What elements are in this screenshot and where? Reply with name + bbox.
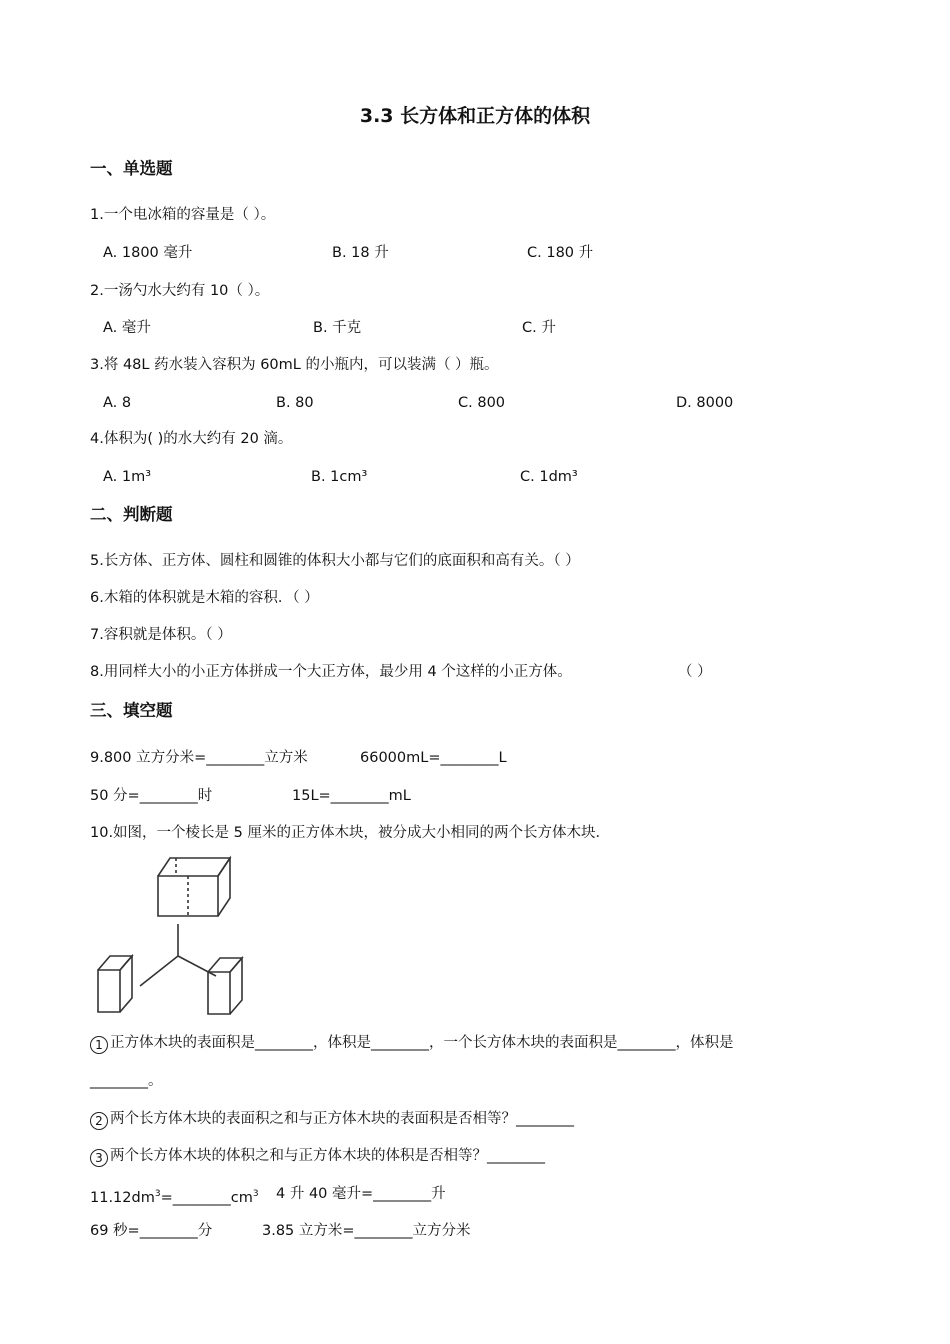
question-9-part-d: 15L=________mL — [292, 788, 411, 804]
question-3-option-a[interactable]: A. 8 — [103, 395, 132, 411]
question-10-sub-1-text: 正方体木块的表面积是________，体积是________，一个长方体木块的表面积是________，体积是 — [110, 1035, 734, 1051]
question-1-option-b[interactable]: B. 18 升 — [332, 245, 389, 261]
question-6: 6.木箱的体积就是木箱的容积．（ ） — [90, 590, 319, 606]
question-11-part-b: 4 升 40 毫升=________升 — [276, 1186, 446, 1202]
question-10-sub-2-text: 两个长方体木块的表面积之和与正方体木块的表面积是否相等？________ — [110, 1111, 574, 1127]
section-fill-blank: 三、填空题 — [90, 701, 173, 720]
circled-number-2: 2 — [90, 1112, 108, 1130]
section-true-false: 二、判断题 — [90, 505, 173, 524]
cube-split-figure — [90, 852, 260, 1022]
right-cuboid-front — [208, 972, 230, 1014]
question-11-part-a-prefix: 11.12dm — [90, 1189, 155, 1206]
question-3-option-b[interactable]: B. 80 — [276, 395, 314, 411]
right-cuboid-side — [230, 958, 242, 1014]
question-10-sub-1 — [90, 1033, 734, 1054]
superscript-3: 3 — [154, 1189, 161, 1199]
question-4-option-a[interactable]: A. 1m³ — [103, 469, 152, 485]
question-3-option-d[interactable]: D. 8000 — [676, 395, 734, 411]
question-4-option-c[interactable]: C. 1dm³ — [520, 469, 578, 485]
question-4-option-b[interactable]: B. 1cm³ — [311, 469, 368, 485]
question-1-stem: 1.一个电冰箱的容量是（ ）。 — [90, 207, 276, 223]
question-11-part-d: 3.85 立方米=________立方分米 — [262, 1223, 471, 1239]
question-3-stem: 3.将 48L 药水装入容积为 60mL 的小瓶内，可以装满（ ）瓶。 — [90, 357, 499, 373]
left-cuboid-front — [98, 970, 120, 1012]
question-5: 5.长方体、正方体、圆柱和圆锥的体积大小都与它们的底面积和高有关。（ ） — [90, 553, 580, 569]
question-1-option-a[interactable]: A. 1800 毫升 — [103, 245, 193, 261]
question-9-part-a: 9.800 立方分米=________立方米 — [90, 750, 308, 766]
split-lines — [140, 924, 216, 986]
question-11-part-c: 69 秒=________分 — [90, 1223, 213, 1239]
question-11-part-a-blank: =________cm — [160, 1189, 253, 1206]
question-10-sub-2 — [90, 1109, 574, 1130]
circled-number-1: 1 — [90, 1036, 108, 1054]
page-title: 3.3 长方体和正方体的体积 — [359, 105, 591, 127]
question-10-sub-3-text: 两个长方体木块的体积之和与正方体木块的体积是否相等？________ — [110, 1148, 545, 1164]
question-8-answer-paren: （ ） — [678, 664, 712, 680]
question-10-sub-1-continued: ________。 — [90, 1073, 163, 1089]
cube-side-face — [218, 858, 230, 916]
left-cuboid-side — [120, 956, 132, 1012]
question-2-stem: 2.一汤勺水大约有 10（ ）。 — [90, 283, 270, 299]
superscript-3-second: 3 — [252, 1189, 259, 1199]
question-2-option-a[interactable]: A. 毫升 — [103, 320, 151, 336]
question-9-part-b: 66000mL=________L — [360, 750, 507, 766]
question-8-text: 8.用同样大小的小正方体拼成一个大正方体，最少用 4 个这样的小正方体。 — [90, 664, 572, 680]
circled-number-3: 3 — [90, 1149, 108, 1167]
question-10-stem: 10.如图，一个棱长是 5 厘米的正方体木块，被分成大小相同的两个长方体木块． — [90, 825, 611, 841]
cube-cut-line — [176, 858, 188, 916]
question-3-option-c[interactable]: C. 800 — [458, 395, 506, 411]
question-4-stem: 4.体积为( )的水大约有 20 滴。 — [90, 431, 293, 447]
question-1-option-c[interactable]: C. 180 升 — [527, 245, 594, 261]
question-7: 7.容积就是体积。（ ） — [90, 627, 232, 643]
question-2-option-c[interactable]: C. 升 — [522, 320, 556, 336]
question-11-part-a — [90, 1184, 259, 1208]
question-10-sub-3 — [90, 1146, 545, 1167]
question-2-option-b[interactable]: B. 千克 — [313, 320, 362, 336]
section-single-choice: 一、单选题 — [90, 159, 173, 178]
question-9-part-c: 50 分=________时 — [90, 788, 213, 804]
